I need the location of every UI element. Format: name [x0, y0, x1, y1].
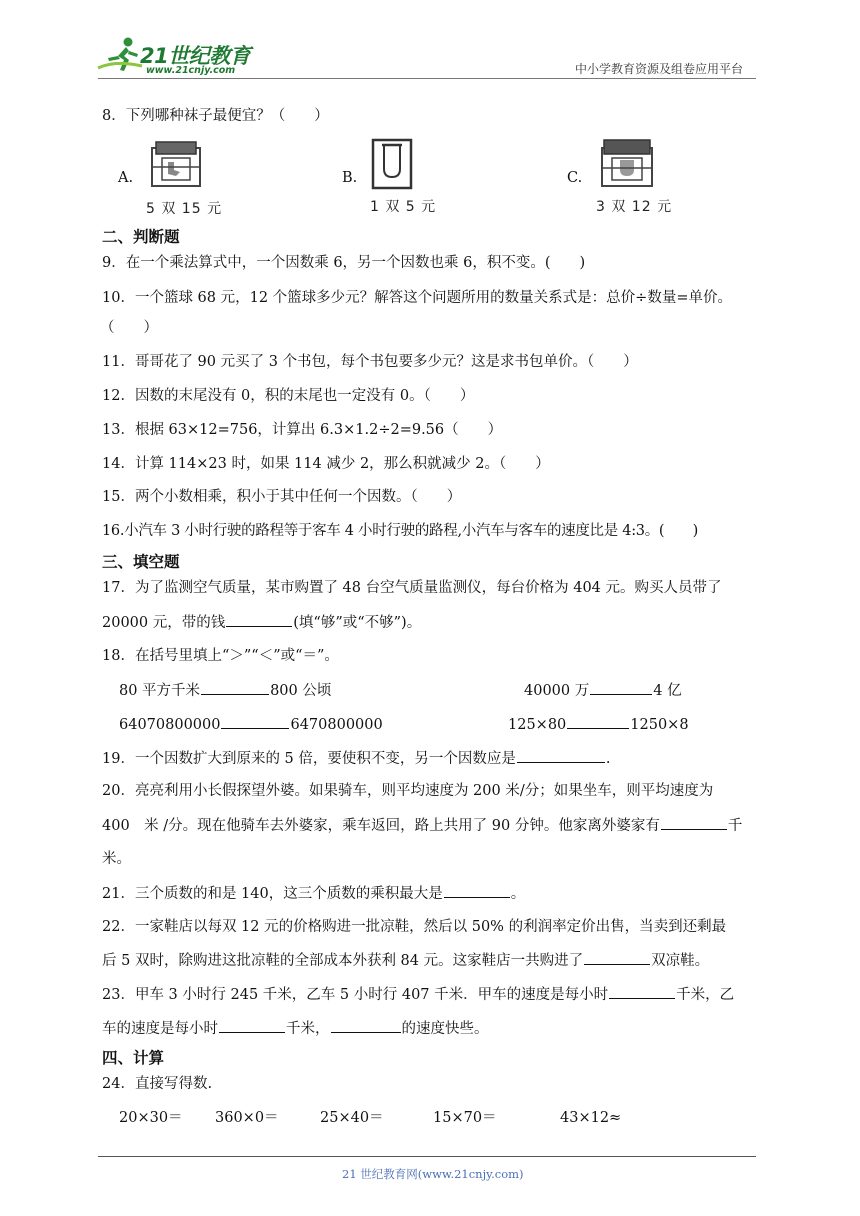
q18-item-3-left: 64070800000	[119, 717, 221, 733]
answer-blank-18-4[interactable]	[567, 714, 629, 729]
question-21-text: 21．三个质数的和是 140，这三个质数的乘积最大是	[102, 886, 443, 902]
q18-item-3-right: 6470800000	[290, 717, 383, 733]
q18-item-2	[524, 680, 682, 701]
question-23-line1	[102, 984, 734, 1005]
section-title-judgement: 二、判断题	[102, 228, 180, 246]
question-23-text-4: 千米，	[286, 1021, 330, 1037]
platform-name: 中小学教育资源及组卷应用平台	[575, 62, 744, 76]
question-21-end: 。	[510, 886, 526, 902]
answer-blank-19[interactable]	[517, 748, 605, 763]
option-c-caption: 3 双 12 元	[596, 199, 673, 215]
q18-item-4	[508, 714, 689, 735]
question-21	[102, 883, 525, 904]
question-23-line2	[102, 1018, 489, 1039]
question-22-end: 双凉鞋。	[651, 953, 710, 969]
answer-blank-22[interactable]	[584, 950, 650, 965]
question-17-line2	[102, 612, 421, 633]
question-10-answer-paren[interactable]: （ ）	[100, 320, 158, 336]
calc-item-3: 25×40＝	[320, 1110, 384, 1126]
socks-box-3pairs-icon	[596, 138, 658, 190]
question-17-text-after: (填“够”或“不够”)。	[293, 615, 422, 631]
header-divider	[98, 78, 756, 79]
question-17-line1: 17．为了监测空气质量，某市购置了 48 台空气质量监测仪，每台价格为 404 元。购买人员带了	[102, 580, 722, 596]
calc-item-2: 360×0＝	[215, 1110, 279, 1126]
answer-blank-21[interactable]	[444, 883, 510, 898]
question-19-end: .	[605, 751, 611, 767]
answer-blank-23-3[interactable]	[331, 1018, 401, 1033]
option-b-caption: 1 双 5 元	[370, 199, 437, 215]
q18-item-3	[119, 714, 383, 735]
question-19-text: 19．一个因数扩大到原来的 5 倍，要使积不变，另一个因数应是	[102, 751, 516, 767]
question-8-stem: 8．下列哪种袜子最便宜？（ ）	[102, 108, 329, 124]
question-19	[102, 748, 611, 769]
section-title-calculation: 四、计算	[102, 1049, 165, 1067]
answer-blank-18-3[interactable]	[221, 714, 289, 729]
question-23-text-3: 车的速度是每小时	[102, 1021, 218, 1037]
question-16: 16.小汽车 3 小时行驶的路程等于客车 4 小时行驶的路程,小汽车与客车的速度比是 4:3。( )	[102, 523, 699, 539]
option-a-label[interactable]: A.	[118, 170, 134, 186]
answer-blank-23-1[interactable]	[609, 984, 675, 999]
question-22-line2	[102, 950, 709, 971]
question-20-line3: 米。	[102, 851, 131, 867]
calc-item-4: 15×70＝	[433, 1110, 497, 1126]
answer-blank-23-2[interactable]	[219, 1018, 285, 1033]
q18-item-4-right: 1250×8	[630, 717, 689, 733]
question-13: 13．根据 63×12=756，计算出 6.3×1.2÷2=9.56（ ）	[102, 422, 503, 438]
answer-blank-17[interactable]	[226, 612, 292, 627]
question-24: 24．直接写得数.	[102, 1076, 213, 1092]
question-18: 18．在括号里填上“＞”“＜”或“＝”。	[102, 648, 339, 664]
question-22-line1: 22．一家鞋店以每双 12 元的价格购进一批凉鞋，然后以 50% 的利润率定价出售，当卖到还剩最	[102, 919, 727, 935]
option-a-caption: 5 双 15 元	[146, 201, 223, 217]
question-17-text-before: 20000 元，带的钱	[102, 615, 226, 631]
question-12: 12．因数的末尾没有 0，积的末尾也一定没有 0。（ ）	[102, 388, 475, 404]
q18-item-1	[119, 680, 331, 701]
question-10: 10．一个篮球 68 元，12 个篮球多少元？解答这个问题所用的数量关系式是：总价÷数量=单价。	[102, 290, 732, 306]
option-c-label[interactable]: C.	[567, 170, 583, 186]
answer-blank-20[interactable]	[661, 815, 727, 830]
question-23-text-2: 千米，乙	[676, 987, 735, 1003]
question-20-unit: 千	[727, 818, 743, 834]
logo	[96, 36, 266, 78]
answer-blank-18-2[interactable]	[590, 680, 652, 695]
question-14: 14．计算 114×23 时，如果 114 减少 2，那么积就减少 2。（ ）	[102, 456, 550, 472]
question-11: 11．哥哥花了 90 元买了 3 个书包，每个书包要多少元？这是求书包单价。（ ）	[102, 354, 638, 370]
question-23-text-1: 23．甲车 3 小时行 245 千米，乙车 5 小时行 407 千米．甲车的速度是每小时	[102, 987, 609, 1003]
q18-item-1-right: 800 公顷	[270, 683, 332, 699]
option-b-label[interactable]: B.	[342, 170, 358, 186]
question-20-text: 400 米 /分。现在他骑车去外婆家，乘车返回，路上共用了 90 分钟。他家离外婆家有	[102, 818, 660, 834]
question-20-line2	[102, 815, 742, 836]
q18-item-1-left: 80 平方千米	[119, 683, 201, 699]
answer-blank-18-1[interactable]	[201, 680, 269, 695]
section-title-fill-blank: 三、填空题	[102, 553, 180, 571]
logo-main-text: 21世纪教育	[140, 44, 251, 68]
calc-item-5: 43×12≈	[560, 1110, 622, 1126]
runner-logo-icon	[96, 36, 144, 76]
question-9: 9．在一个乘法算式中，一个因数乘 6，另一个因数也乘 6，积不变。( )	[102, 255, 586, 271]
question-22-text: 后 5 双时，除购进这批凉鞋的全部成本外获利 84 元。这家鞋店一共购进了	[102, 953, 584, 969]
socks-pack-1pair-icon	[370, 137, 414, 191]
q18-item-2-right: 4 亿	[653, 683, 682, 699]
footer-text: 21 世纪教育网(www.21cnjy.com)	[342, 1167, 524, 1181]
question-23-text-5: 的速度快些。	[401, 1021, 489, 1037]
question-15: 15．两个小数相乘，积小于其中任何一个因数。（ ）	[102, 489, 462, 505]
q18-item-4-left: 125×80	[508, 717, 567, 733]
calc-item-1: 20×30＝	[119, 1110, 183, 1126]
logo-url-text: www.21cnjy.com	[146, 65, 236, 76]
question-20-line1: 20．亮亮利用小长假探望外婆。如果骑车，则平均速度为 200 米/分；如果坐车，则平均速度为	[102, 783, 714, 799]
socks-box-5pairs-icon	[146, 140, 206, 190]
footer-divider	[98, 1156, 756, 1157]
q18-item-2-left: 40000 万	[524, 683, 590, 699]
